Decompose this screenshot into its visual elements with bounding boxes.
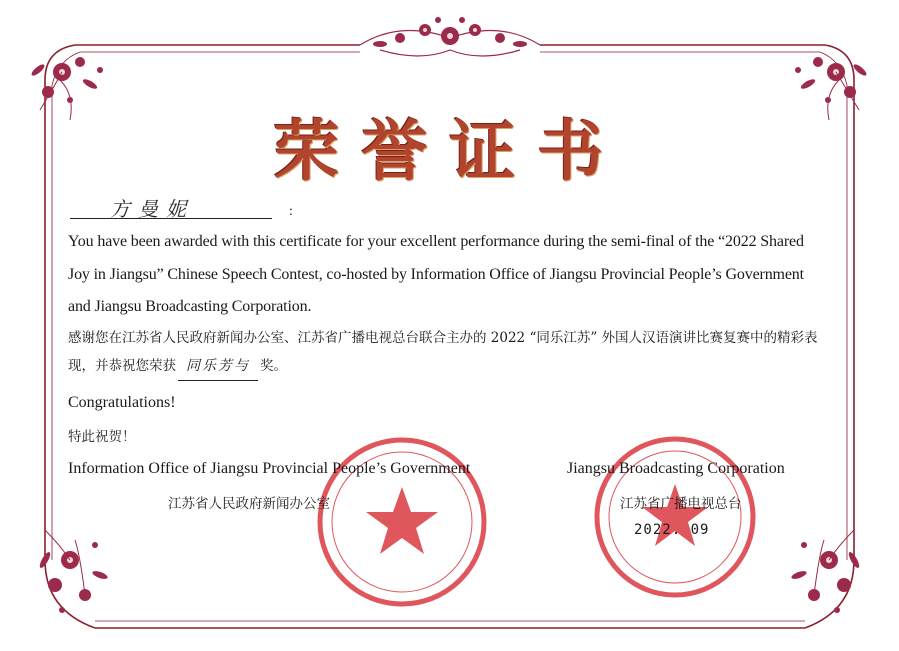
body-text-zh-before: 感谢您在江苏省人民政府新闻办公室、江苏省广播电视总台联合主办的 2022 “同乐江苏” 外国人汉语演讲比赛复赛中的精彩表现，并恭祝您荣获: [68, 330, 818, 374]
certificate-title: 荣誉证书: [273, 112, 626, 190]
issuer-right-zh: 江苏省广播电视总台: [620, 496, 742, 512]
recipient-name: 方曼妮: [110, 197, 194, 221]
official-seal-icon: [312, 432, 492, 612]
recipient-colon: :: [289, 204, 293, 219]
body-text-zh: [68, 324, 838, 381]
congratulations-zh: 特此祝贺！: [68, 429, 136, 445]
recipient-line: [70, 196, 272, 219]
official-seal-icon: [590, 432, 760, 602]
award-name: 同乐芳与: [178, 352, 258, 381]
issuer-left-en: Information Office of Jiangsu Provincial People’s Government: [68, 460, 471, 477]
issue-date: 2022. 09: [634, 522, 710, 538]
issuer-left-zh: 江苏省人民政府新闻办公室: [168, 496, 330, 512]
body-text-zh-after: 奖。: [260, 358, 287, 374]
issuer-right-en: Jiangsu Broadcasting Corporation: [567, 460, 785, 477]
body-text-en: You have been awarded with this certificate for your excellent performance during the semi-final of the “2022 Shared Joy in Jiangsu” Chinese Speech Contest, co-hosted by Information Office of Jiangsu Provincial People’s Government and Jiangsu Broadcasting Corporation.: [68, 233, 804, 315]
congratulations-en: Congratulations!: [68, 394, 176, 411]
